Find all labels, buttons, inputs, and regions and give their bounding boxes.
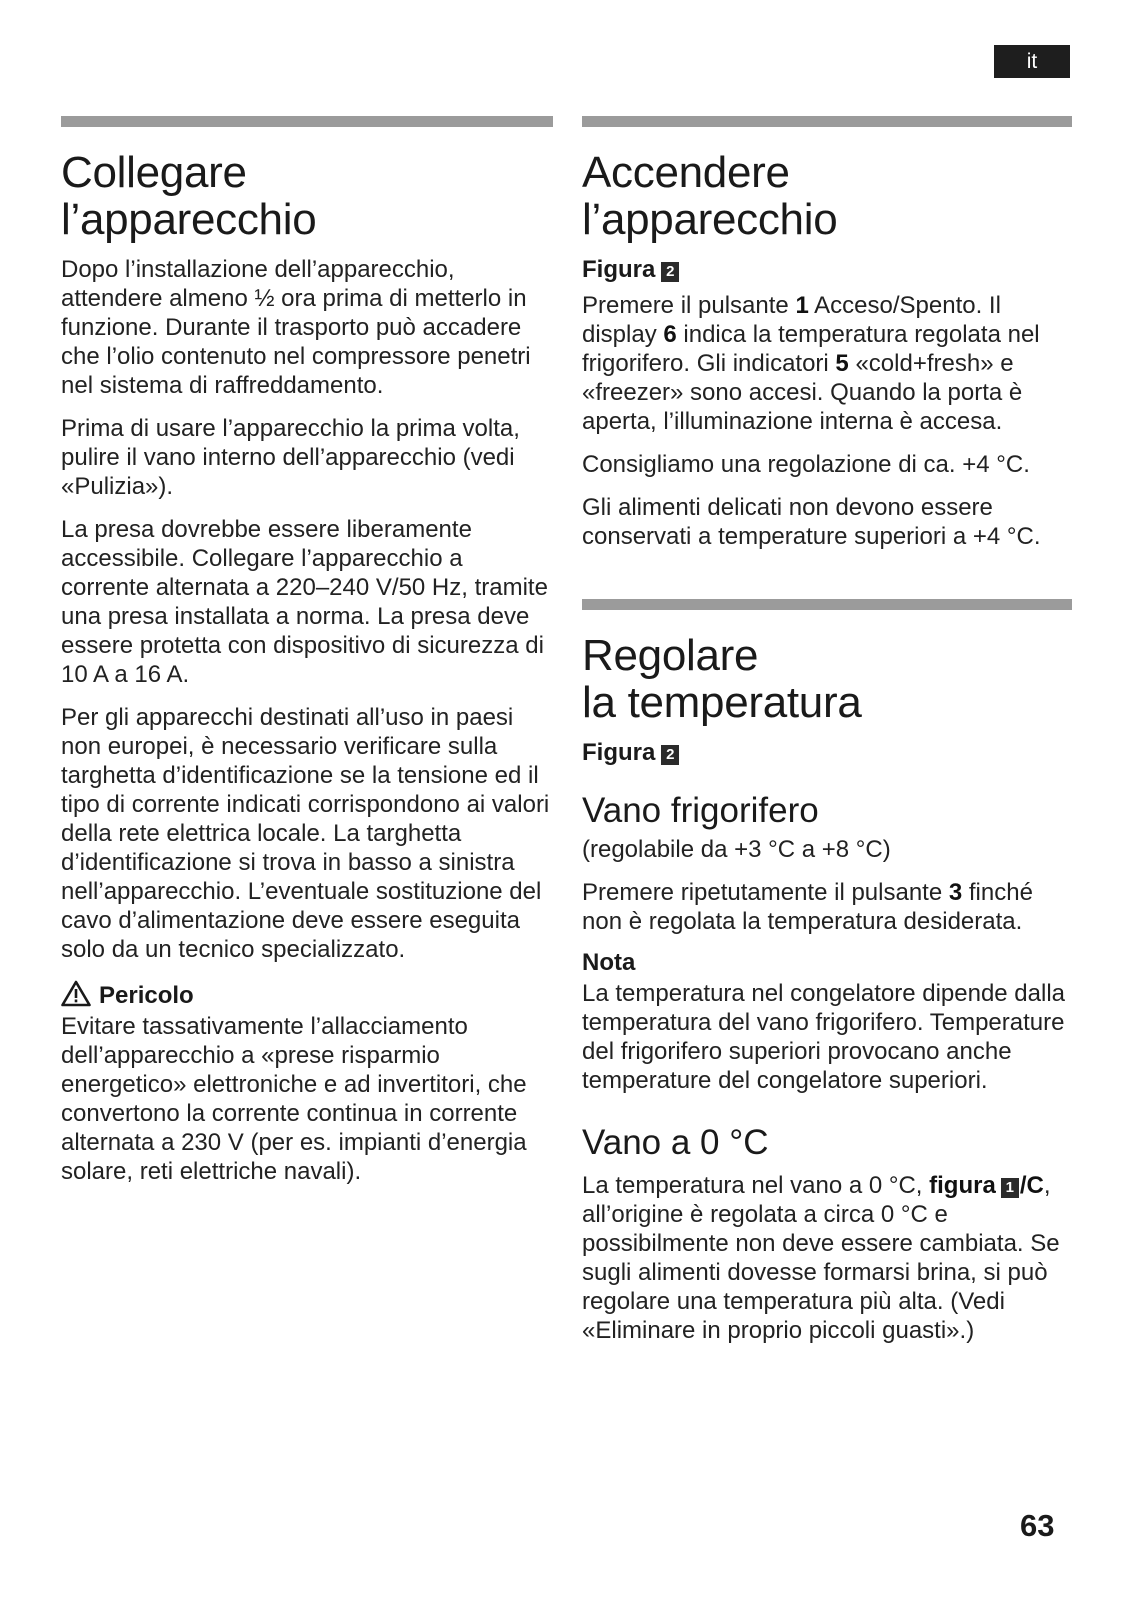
section-title-accendere: Accendere l’apparecchio [582,148,838,244]
section-title-regolare: Regolare la temperatura [582,631,862,727]
paragraph-installation-wait: Dopo l’installazione dell’apparecchio, attendere almeno ½ ora prima di metterlo in funzione. Durante il trasporto può accadere che l’olio contenuto nel compressore penetri nel sistema di raffreddamento. [61,256,531,399]
subheading-vano-frigorifero: Vano frigorifero [582,791,819,830]
right-column [582,116,1072,1345]
paragraph-non-european-use: Per gli apparecchi destinati all’uso in paesi non europei, è necessario verificare sulla targhetta d’identificazione se la tensione ed il tipo di corrente indicati corrispondono ai valori della rete elettrica locale. La targhetta d’identificazione si trova in basso a sinistra nell’apparecchio. L’eventuale sostituzione del cavo d’alimentazione deve essere eseguita solo da un tecnico specializzato. [61,704,550,963]
paragraph-press-button: Premere ripetutamente il pulsante 3 finché non è regolata la temperatura desiderata. [582,879,1033,935]
language-badge: it [994,45,1070,78]
fridge-range-text: (regolabile da +3 °C a +8 °C) [582,836,891,863]
paragraph-zero-compartment: La temperatura nel vano a 0 °C, figura 1 /C, all’origine è regolata a circa 0 °C e possibilmente non deve essere cambiata. Se sugli alimenti dovesse formarsi brina, si può regolare una temperatura più alta. (Vedi «Eliminare in proprio piccoli guasti».) [582,1172,1060,1344]
section-divider [582,116,1072,127]
paragraph-danger-inverters: Evitare tassativamente l’allacciamento dell’apparecchio a «prese risparmio energetico» elettroniche e ad invertitori, che convertono la corrente continua in corrente alternata a 230 V (per es. impianti d’energia solare, reti elettriche navali). [61,1013,527,1185]
danger-heading: Pericolo [61,980,553,1010]
left-column [61,116,553,1186]
figure-reference: Figura 2 [582,255,1072,284]
page-number: 63 [1020,1508,1055,1543]
paragraph-note: La temperatura nel congelatore dipende dalla temperatura del vano frigorifero. Temperature del frigorifero superiori provocano anche temperature del congelatore superiori. [582,980,1066,1094]
paragraph-recommended-setting: Consigliamo una regolazione di ca. +4 °C. [582,451,1030,478]
section-divider [61,116,553,127]
section-divider [582,599,1072,610]
figure-number-badge: 2 [661,262,679,282]
figure-number-badge: 2 [661,745,679,765]
figure-number-badge: 1 [1001,1178,1019,1198]
paragraph-power-socket: La presa dovrebbe essere liberamente accessibile. Collegare l’apparecchio a corrente alternata a 220–240 V/50 Hz, tramite una presa installata a norma. La presa deve essere protetta con dispositivo di sicurezza di 10 A a 16 A. [61,516,548,688]
subheading-vano-zero: Vano a 0 °C [582,1123,769,1162]
paragraph-delicate-food: Gli alimenti delicati non devono essere conservati a temperature superiori a +4 °C. [582,494,1041,550]
figure-reference: Figura 2 [582,738,1072,767]
warning-triangle-icon [61,980,91,1007]
paragraph-first-use-cleaning: Prima di usare l’apparecchio la prima volta, pulire il vano interno dell’apparecchio (vedi «Pulizia»). [61,415,520,500]
section-title-collegare: Collegare l’apparecchio [61,148,317,244]
paragraph-switch-on: Premere il pulsante 1 Acceso/Spento. Il display 6 indica la temperatura regolata nel frigorifero. Gli indicatori 5 «cold+fresh» e «freezer» sono accesi. Quando la porta è aperta, l’illuminazione interna è accesa. [582,292,1040,435]
note-heading: Nota [582,949,636,976]
